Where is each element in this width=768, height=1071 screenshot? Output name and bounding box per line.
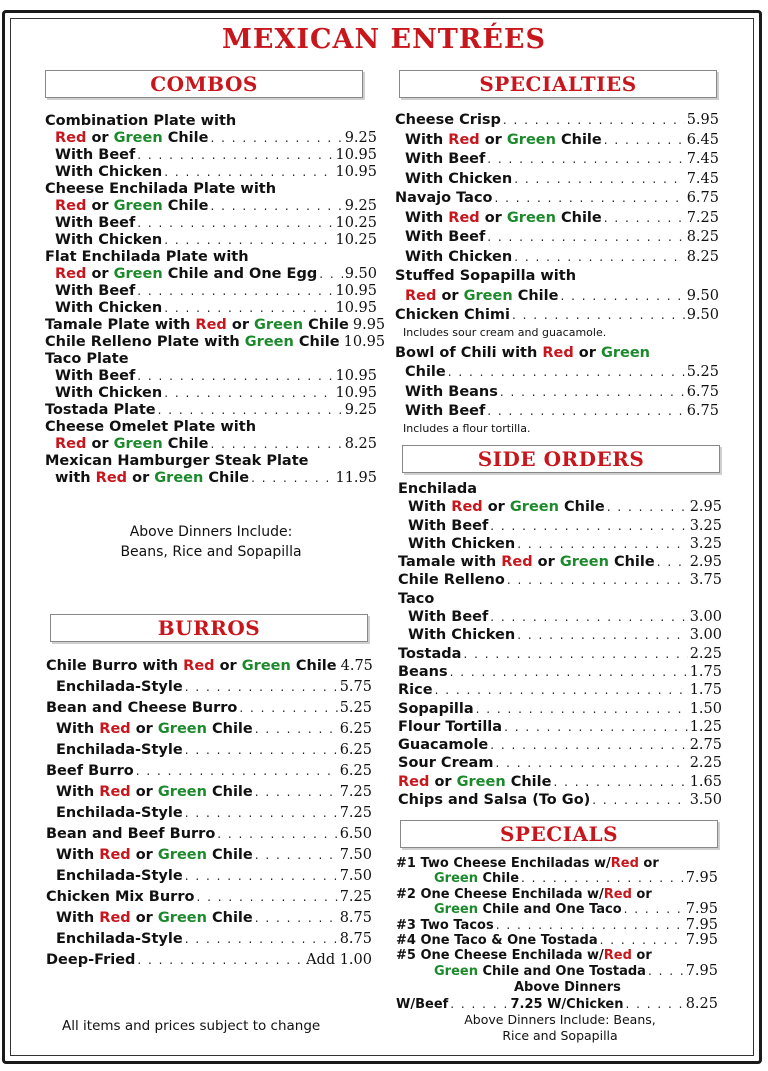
menu-item: Combination Plate with [45, 113, 237, 129]
menu-item: With Red or Green Chile . . . 7.25 [46, 782, 372, 803]
menu-item: Bean and Beef Burro . . . 6.50 [46, 824, 372, 845]
menu-item: Green Chile and One Tostada . . . 7.95 [396, 964, 718, 979]
item-note: Includes a flour tortilla. [403, 421, 531, 435]
menu-item: With Red or Green Chile . . . 6.25 [46, 719, 372, 740]
menu-item: Navajo Taco . . . 6.75 [395, 189, 719, 209]
menu-item: Rice . . . 1.75 [398, 681, 722, 699]
menu-item: With Beef . . . 10.95 [45, 368, 377, 385]
menu-item: Chicken Chimi . . . 9.50 [395, 306, 719, 326]
menu-item: Chicken Mix Burro . . . 7.25 [46, 887, 372, 908]
menu-item: Stuffed Sopapilla with [395, 268, 577, 284]
burros-heading: BURROS [50, 614, 368, 642]
menu-item: #3 Two Tacos . . . 7.95 [396, 918, 718, 933]
menu-item: Tamale Plate with Red or Green Chile 9.95 [45, 317, 386, 333]
menu-item: Enchilada [398, 481, 478, 497]
specials-heading: SPECIALS [400, 820, 718, 848]
menu-item: Tostada Plate . . . 9.25 [45, 402, 377, 419]
menu-item: Bean and Cheese Burro . . . 5.25 [46, 698, 372, 719]
menu-item: With Chicken . . . 10.95 [45, 164, 377, 181]
menu-item: With Red or Green Chile . . . 7.50 [46, 845, 372, 866]
menu-item: With Beans . . . 6.75 [395, 383, 719, 403]
menu-item: With Chicken . . . 3.25 [398, 535, 722, 553]
menu-item: With Beef . . . 7.45 [395, 150, 719, 170]
menu-item: With Beef . . . 3.25 [398, 517, 722, 535]
menu-item: Beans . . . 1.75 [398, 663, 722, 681]
menu-item: With Beef . . . 10.25 [45, 215, 377, 232]
menu-item: With Chicken . . . 8.25 [395, 248, 719, 268]
menu-item: Red or Green Chile . . . 9.25 [45, 130, 377, 147]
menu-item: #1 Two Cheese Enchiladas w/Red or [396, 856, 659, 871]
side-orders-list [398, 480, 722, 809]
menu-item: Flour Tortilla . . . 1.25 [398, 718, 722, 736]
menu-item: with Red or Green Chile . . . 11.95 [45, 470, 377, 487]
menu-item: Red or Green Chile . . . 8.25 [45, 436, 377, 453]
menu-item: With Red or Green Chile . . . 7.25 [395, 209, 719, 229]
menu-item: With Chicken . . . 10.25 [45, 232, 377, 249]
menu-item: Enchilada-Style . . . 8.75 [46, 929, 372, 950]
menu-item: With Red or Green Chile . . . 6.45 [395, 131, 719, 151]
menu-item: #4 One Taco & One Tostada . . . 7.95 [396, 933, 718, 948]
menu-item: With Beef . . . 3.00 [398, 608, 722, 626]
menu-item: Taco [398, 590, 435, 607]
burros-list [46, 656, 372, 971]
menu-item: With Chicken . . . 7.45 [395, 170, 719, 190]
menu-title: MEXICAN ENTRÉES [221, 24, 546, 55]
combos-includes-note: Above Dinners Include: Beans, Rice and Sopapilla [120, 524, 302, 560]
menu-item: Red or Green Chile . . . 9.50 [395, 287, 719, 307]
menu-item: Sopapilla . . . 1.50 [398, 700, 722, 718]
specialties-heading: SPECIALTIES [399, 70, 717, 98]
menu-item: Chile Burro with Red or Green Chile 4.75 [46, 658, 373, 674]
menu-item: #2 One Cheese Enchilada w/Red or [396, 886, 652, 902]
menu-item: Green Chile . . . 7.95 [396, 871, 718, 886]
disclaimer: All items and prices subject to change [62, 1018, 321, 1034]
menu-item: Sour Cream . . . 2.25 [398, 754, 722, 772]
menu-item: With Red or Green Chile . . . 8.75 [46, 908, 372, 929]
specials-list [396, 856, 718, 1013]
menu-item: Bowl of Chili with Red or Green [395, 344, 650, 361]
item-note: Includes sour cream and guacamole. [403, 325, 607, 339]
menu-item: Cheese Enchilada Plate with [45, 181, 277, 197]
combos-heading: COMBOS [45, 70, 363, 98]
menu-item: With Beef . . . 10.95 [45, 283, 377, 300]
menu-item: Cheese Crisp . . . 5.95 [395, 111, 719, 131]
menu-item: Mexican Hamburger Steak Plate [45, 453, 309, 469]
menu-item: Chile . . . 5.25 [395, 363, 719, 383]
menu-item: Red or Green Chile . . . 9.25 [45, 198, 377, 215]
menu-item: Taco Plate [45, 351, 129, 367]
menu-item: Enchilada-Style . . . 6.25 [46, 740, 372, 761]
menu-item: Chips and Salsa (To Go) . . . 3.50 [398, 791, 722, 809]
menu-item: Flat Enchilada Plate with [45, 249, 249, 265]
menu-item: Tostada . . . 2.25 [398, 645, 722, 663]
menu-item: With Beef . . . 8.25 [395, 228, 719, 248]
menu-item: With Chicken . . . 3.00 [398, 626, 722, 644]
menu-item: Red or Green Chile and One Egg . . . 9.50 [45, 266, 377, 283]
menu-item: With Red or Green Chile . . . 2.95 [398, 498, 722, 516]
menu-item: W/Beef . . . 7.25 W/Chicken . . . 8.25 [396, 996, 718, 1013]
menu-item: Enchilada-Style . . . 7.50 [46, 866, 372, 887]
menu-item: Red or Green Chile . . . 1.65 [398, 773, 722, 791]
menu-item: With Chicken . . . 10.95 [45, 385, 377, 402]
combos-list [45, 113, 386, 487]
menu-item: Enchilada-Style . . . 7.25 [46, 803, 372, 824]
menu-item: Green Chile and One Taco . . . 7.95 [396, 902, 718, 917]
menu-item: Chile Relleno . . . 3.75 [398, 571, 722, 589]
menu-item: Enchilada-Style . . . 5.75 [46, 677, 372, 698]
menu-item: Chile Relleno Plate with Green Chile 10.95 [45, 334, 386, 350]
menu-item: Beef Burro . . . 6.25 [46, 761, 372, 782]
specialties-list [395, 111, 719, 436]
menu-item: With Beef . . . 6.75 [395, 402, 719, 422]
menu-item: With Beef . . . 10.95 [45, 147, 377, 164]
menu-item: Tamale with Red or Green Chile . . . 2.95 [398, 553, 722, 571]
menu-item: Cheese Omelet Plate with [45, 419, 257, 435]
menu-item: Above Dinners [514, 980, 621, 996]
side-orders-heading: SIDE ORDERS [402, 445, 720, 473]
menu-item: Deep-Fried . . . Add 1.00 [46, 950, 372, 971]
specials-includes-note: Above Dinners Include: Beans, Rice and Sopapilla [464, 1012, 656, 1043]
menu-item: With Chicken . . . 10.95 [45, 300, 377, 317]
menu-item: #5 One Cheese Enchilada w/Red or [396, 948, 652, 964]
menu-item: Guacamole . . . 2.75 [398, 736, 722, 754]
